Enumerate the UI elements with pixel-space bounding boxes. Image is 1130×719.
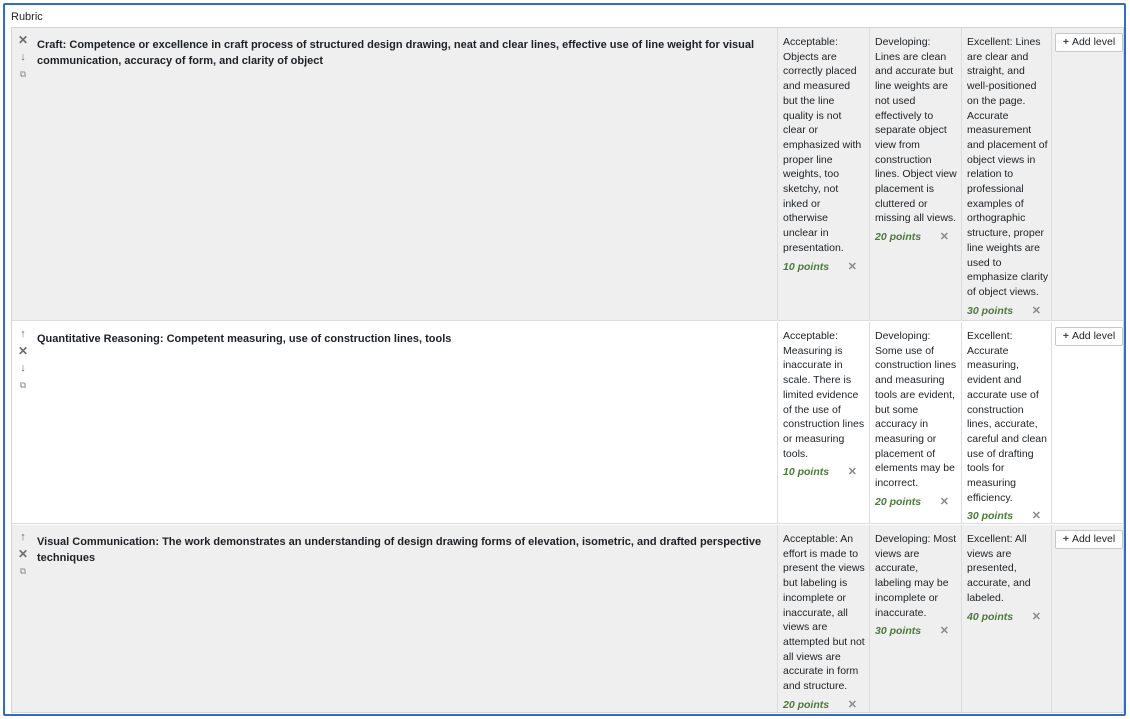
criterion-description[interactable]: Quantitative Reasoning: Competent measuring, use of construction lines, tools bbox=[37, 333, 452, 345]
level-points[interactable]: 30 points bbox=[967, 510, 1014, 523]
add-level-label: Add level bbox=[1071, 330, 1116, 342]
level-points[interactable]: 30 points bbox=[967, 304, 1014, 317]
level-definition[interactable]: Acceptable: Objects are correctly placed and measured but the line quality is not clear or emphasized with proper line weights, too sketchy, not inked or otherwise unclear in presentation. bbox=[783, 36, 862, 254]
duplicate-criterion-icon[interactable]: ⧉ bbox=[19, 566, 27, 576]
delete-level-icon[interactable]: ✕ bbox=[1031, 510, 1041, 523]
level-cell bbox=[777, 28, 869, 321]
delete-level-icon[interactable]: ✕ bbox=[939, 231, 949, 244]
level-definition[interactable]: Acceptable: Measuring is inaccurate in scale. There is limited evidence of the use of construction lines or measuring tools. bbox=[783, 330, 865, 460]
level-points[interactable]: 10 points bbox=[783, 466, 830, 479]
add-level-button[interactable] bbox=[1055, 33, 1123, 52]
level-cell bbox=[869, 322, 961, 524]
level-cell bbox=[961, 322, 1053, 524]
delete-level-icon[interactable]: ✕ bbox=[847, 466, 857, 479]
criterion-description[interactable]: Visual Communication: The work demonstrates an understanding of design drawing forms of elevation, isometric, and drafted perspective techniques bbox=[37, 536, 762, 564]
criterion-row bbox=[12, 322, 1123, 524]
criterion-controls bbox=[16, 326, 30, 394]
criterion-controls bbox=[16, 32, 30, 83]
delete-level-icon[interactable]: ✕ bbox=[1031, 610, 1041, 623]
level-definition[interactable]: Developing: Most views are accurate, labeling may be incomplete or inaccurate. bbox=[875, 533, 957, 619]
level-definition[interactable]: Acceptable: An effort is made to present the views but labeling is incomplete or inaccurate, all views are attempted but not all views are accurate in form and structure. bbox=[783, 533, 865, 693]
level-cell bbox=[961, 28, 1053, 321]
move-down-icon[interactable]: ↓ bbox=[20, 362, 26, 374]
delete-level-icon[interactable]: ✕ bbox=[939, 625, 949, 638]
level-cell bbox=[777, 322, 869, 524]
add-level-button[interactable] bbox=[1055, 327, 1123, 346]
plus-icon: + bbox=[1062, 330, 1069, 342]
plus-icon: + bbox=[1062, 36, 1069, 48]
level-definition[interactable]: Developing: Lines are clean and accurate but line weights are not used effectively to separate object view from construction lines. Object view placement is cluttered or missing all views. bbox=[875, 36, 957, 225]
level-cell bbox=[869, 28, 961, 321]
move-up-icon[interactable]: ↑ bbox=[20, 328, 26, 340]
add-level-cell bbox=[1051, 322, 1125, 524]
level-cell bbox=[869, 525, 961, 712]
level-points[interactable]: 40 points bbox=[967, 610, 1014, 623]
delete-level-icon[interactable]: ✕ bbox=[1031, 304, 1041, 317]
rubric-title: Rubric bbox=[11, 11, 43, 23]
move-down-icon[interactable]: ↓ bbox=[20, 51, 26, 63]
add-level-cell bbox=[1051, 525, 1125, 712]
level-cell bbox=[777, 525, 869, 712]
criterion-row bbox=[12, 28, 1123, 321]
add-level-label: Add level bbox=[1071, 533, 1116, 545]
delete-criterion-icon[interactable]: ✕ bbox=[17, 344, 29, 358]
level-points[interactable]: 20 points bbox=[783, 698, 830, 711]
plus-icon: + bbox=[1062, 533, 1069, 545]
add-level-button[interactable] bbox=[1055, 530, 1123, 549]
level-definition[interactable]: Developing: Some use of construction lines and measuring tools are evident, but some accuracy in measuring or placement of elements may be incorrect. bbox=[875, 330, 957, 490]
delete-level-icon[interactable]: ✕ bbox=[847, 698, 857, 711]
rubric-table bbox=[11, 27, 1124, 713]
level-cell bbox=[961, 525, 1053, 712]
level-definition[interactable]: Excellent: Accurate measuring, evident and accurate use of construction lines, accurate, careful and clean use of drafting tools for measuring efficiency. bbox=[967, 330, 1047, 504]
add-level-cell bbox=[1051, 28, 1125, 321]
add-level-label: Add level bbox=[1071, 36, 1116, 48]
delete-criterion-icon[interactable]: ✕ bbox=[17, 547, 29, 561]
level-points[interactable]: 20 points bbox=[875, 495, 922, 508]
level-points[interactable]: 20 points bbox=[875, 231, 922, 244]
duplicate-criterion-icon[interactable]: ⧉ bbox=[19, 380, 27, 390]
delete-level-icon[interactable]: ✕ bbox=[847, 260, 857, 273]
delete-level-icon[interactable]: ✕ bbox=[939, 495, 949, 508]
move-up-icon[interactable]: ↑ bbox=[20, 531, 26, 543]
level-points[interactable]: 10 points bbox=[783, 260, 830, 273]
delete-criterion-icon[interactable]: ✕ bbox=[17, 33, 29, 47]
level-definition[interactable]: Excellent: All views are presented, accurate, and labeled. bbox=[967, 533, 1031, 604]
criterion-description[interactable]: Craft: Competence or excellence in craft process of structured design drawing, neat and clear lines, effective use of line weight for visual communication, accuracy of form, and clarity of object bbox=[37, 39, 755, 67]
level-points[interactable]: 30 points bbox=[875, 625, 922, 638]
criterion-controls bbox=[16, 529, 30, 580]
rubric-editor bbox=[3, 3, 1126, 716]
criterion-row bbox=[12, 525, 1123, 712]
level-definition[interactable]: Excellent: Lines are clear and straight, and well-positioned on the page. Accurate measurement and placement of object views in relation to professional examples of orthographic structure, proper line weights are used to emphasize clarity of object views. bbox=[967, 36, 1049, 298]
duplicate-criterion-icon[interactable]: ⧉ bbox=[19, 69, 27, 79]
